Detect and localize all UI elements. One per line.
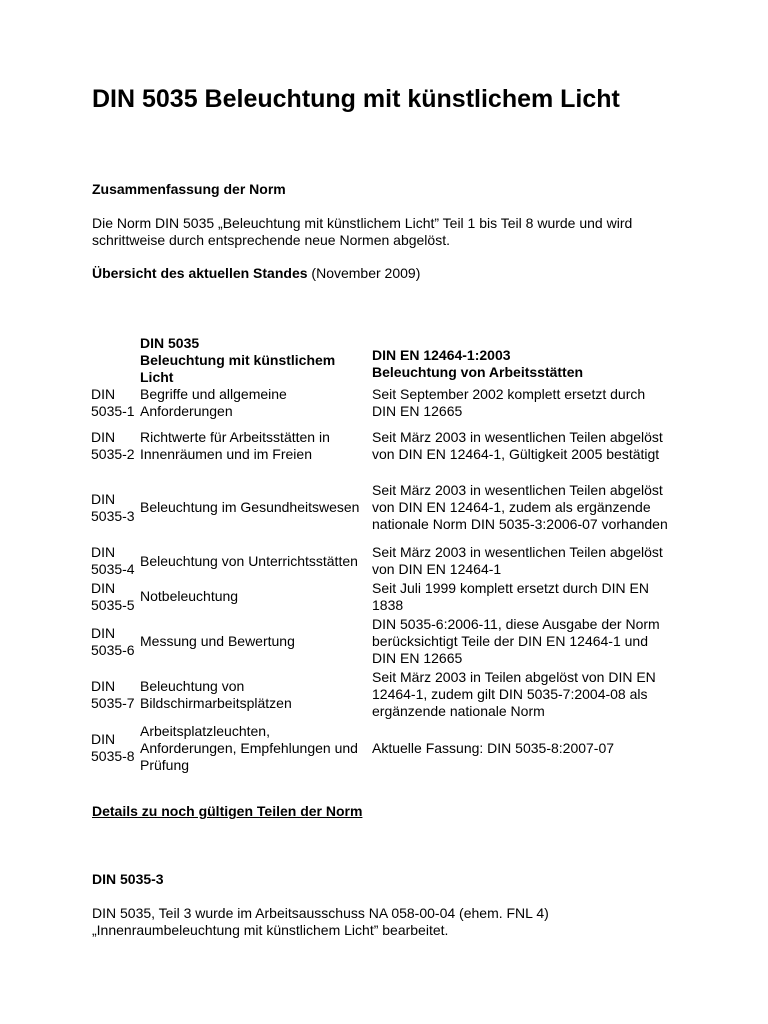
overview-line <box>92 265 672 282</box>
summary-heading: Zusammenfassung der Norm <box>92 181 286 197</box>
details-heading: Details zu noch gültigen Teilen der Norm <box>92 803 363 819</box>
row-norm-status: DIN 5035-6:2006-11, diese Ausgabe der Norm berücksichtigt Teile der DIN EN 12464-1 und DIN EN 12665 <box>372 616 660 666</box>
row-norm-id: DIN 5035-2 <box>91 428 135 462</box>
table-header-empty <box>89 330 139 386</box>
row-norm-id: DIN 5035-6 <box>91 624 135 658</box>
row-norm-id: DIN 5035-8 <box>91 731 135 764</box>
row-norm-title: Notbeleuchtung <box>140 588 239 604</box>
part3-heading: DIN 5035-3 <box>92 871 164 887</box>
row-norm-status: Seit März 2003 in wesentlichen Teilen abgelöst von DIN EN 12464-1 <box>372 544 663 577</box>
row-norm-id: DIN 5035-7 <box>91 677 135 711</box>
row-norm-id: DIN 5035-1 <box>91 386 135 419</box>
row-norm-status: Seit September 2002 komplett ersetzt durch DIN EN 12665 <box>372 386 646 419</box>
table-row <box>89 668 674 721</box>
row-norm-id: DIN 5035-5 <box>91 579 135 613</box>
row-norm-id: DIN 5035-3 <box>91 490 135 524</box>
table-row <box>89 420 674 471</box>
table-header-row <box>89 330 674 386</box>
row-norm-title: Beleuchtung von Bildschirmarbeitsplätzen <box>140 677 292 711</box>
overview-label: Übersicht des aktuellen Standes <box>92 265 308 281</box>
row-norm-title: Beleuchtung von Unterrichtsstätten <box>140 552 358 569</box>
row-norm-status: Seit März 2003 in wesentlichen Teilen abgelöst von DIN EN 12464-1, Gültigkeit 2005 bestätigt <box>372 428 663 462</box>
table-row <box>89 471 674 544</box>
row-norm-id: DIN 5035-4 <box>91 544 135 577</box>
table-row <box>89 386 674 420</box>
row-norm-title: Begriffe und allgemeine Anforderungen <box>140 386 287 419</box>
page-title: DIN 5035 Beleuchtung mit künstlichem Licht <box>92 85 620 113</box>
overview-date: (November 2009) <box>307 265 421 281</box>
part3-text: DIN 5035, Teil 3 wurde im Arbeitsausschuss NA 058-00-04 (ehem. FNL 4) „Innenraumbeleuchtung mit künstlichem Licht” bearbeitet. <box>92 905 549 938</box>
row-norm-title: Arbeitsplatzleuchten, Anforderungen, Empfehlungen und Prüfung <box>140 722 358 773</box>
table-row <box>89 578 674 615</box>
summary-text: Die Norm DIN 5035 „Beleuchtung mit künstlichem Licht” Teil 1 bis Teil 8 wurde und wird schrittweise durch entsprechende neue Normen abgelöst. <box>92 215 633 248</box>
row-norm-status: Seit Juli 1999 komplett ersetzt durch DIN EN 1838 <box>372 579 650 613</box>
table-row <box>89 544 674 578</box>
row-norm-title: Messung und Bewertung <box>140 633 295 649</box>
row-norm-status: Seit März 2003 in Teilen abgelöst von DIN EN 12464-1, zudem gilt DIN 5035-7:2004-08 als ergänzende nationale Norm <box>372 669 656 719</box>
table-row <box>89 721 674 775</box>
table-row <box>89 615 674 668</box>
table-header-din-en-12464: DIN EN 12464-1:2003 Beleuchtung von Arbeitsstätten <box>372 347 584 380</box>
row-norm-title: Beleuchtung im Gesundheitswesen <box>140 499 360 515</box>
table-header-din5035: DIN 5035 Beleuchtung mit künstlichem Licht <box>140 335 336 385</box>
row-norm-status: Aktuelle Fassung: DIN 5035-8:2007-07 <box>372 739 615 756</box>
row-norm-status: Seit März 2003 in wesentlichen Teilen abgelöst von DIN EN 12464-1, zudem als ergänzende nationale Norm DIN 5035-3:2006-07 vorhanden <box>372 482 668 532</box>
row-norm-title: Richtwerte für Arbeitsstätten in Innenräumen und im Freien <box>140 428 330 462</box>
norm-status-table <box>89 330 674 775</box>
